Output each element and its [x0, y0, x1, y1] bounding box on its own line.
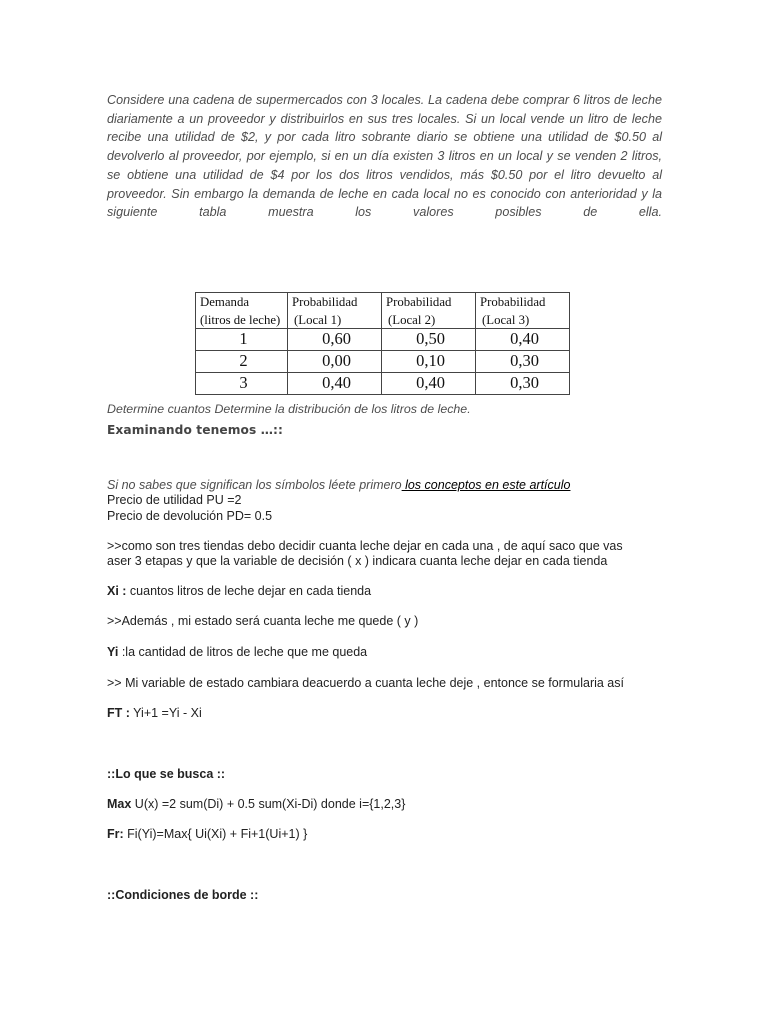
stages-line-1: >>como son tres tiendas debo decidir cuanta leche dejar en cada una , de aquí saco que vas — [107, 539, 623, 553]
concepts-note — [107, 478, 570, 493]
table-cell-local-3: 0,30 — [476, 351, 570, 373]
max-label: Max — [107, 797, 132, 811]
table-cell-demand: 2 — [196, 351, 288, 373]
header-local-1 — [288, 293, 382, 329]
recursive-function-line — [107, 827, 307, 842]
stages-line-2: aser 3 etapas y que la variable de decisión ( x ) indicara cuanta leche dejar en cada tienda — [107, 554, 608, 568]
table-cell-local-2: 0,40 — [382, 373, 476, 395]
xi-label: Xi : — [107, 584, 127, 598]
table-row — [196, 329, 570, 351]
header-local-1-line1: Probabilidad — [292, 295, 358, 309]
state-change-line: >> Mi variable de estado cambiara deacuerdo a cuanta leche deje , entonce se formularia así — [107, 676, 624, 690]
problem-statement: Considere una cadena de supermercados con 3 locales. La cadena debe comprar 6 litros de leche diariamente a un proveedor y distribuirlos en sus tres locales. Si un local vende un litro de leche recibe una utilidad de $2, y por cada litro sobrante diario se obtiene una utilidad de $0.50 al devolverlo al proveedor, por ejemplo, si en un día existen 3 litros en un local y se venden 2 litros, se obtiene una utilidad de $4 por los dos litros vendidos, más $0.50 por el litro devuelto al proveedor. Sin embargo la demanda de leche en cada local no es conocido con anterioridad y la siguiente tabla muestra los valores posibles de ella. — [107, 93, 662, 220]
header-local-3 — [476, 293, 570, 329]
table-cell-local-2: 0,50 — [382, 329, 476, 351]
demand-probability-table — [195, 292, 570, 395]
xi-text: cuantos litros de leche dejar en cada tienda — [126, 584, 372, 598]
table-cell-local-1: 0,40 — [288, 373, 382, 395]
ft-text: Yi+1 =Yi - Xi — [129, 706, 202, 720]
max-text: U(x) =2 sum(Di) + 0.5 sum(Xi-Di) donde i={1,2,3} — [131, 797, 406, 811]
header-local-3-line2: (Local 3) — [482, 313, 530, 327]
header-demand — [196, 293, 288, 329]
header-local-1-line2: (Local 1) — [294, 313, 342, 327]
table-cell-demand: 1 — [196, 329, 288, 351]
header-local-3-line1: Probabilidad — [480, 295, 546, 309]
fr-label: Fr: — [107, 827, 124, 841]
header-local-2-line2: (Local 2) — [388, 313, 436, 327]
header-demand-line1: Demanda — [200, 295, 250, 309]
border-conditions-heading: ::Condiciones de borde :: — [107, 888, 259, 902]
table-cell-local-1: 0,00 — [288, 351, 382, 373]
ft-label: FT : — [107, 706, 130, 720]
transition-function-line — [107, 706, 202, 721]
utility-price-line: Precio de utilidad PU =2 — [107, 493, 242, 507]
fr-text: Fi(Yi)=Max{ Ui(Xi) + Fi+1(Ui+1) } — [123, 827, 308, 841]
header-local-2 — [382, 293, 476, 329]
table-cell-local-3: 0,40 — [476, 329, 570, 351]
demand-probability-table-wrapper — [195, 292, 570, 395]
state-variable-line — [107, 645, 367, 660]
table-cell-local-1: 0,60 — [288, 329, 382, 351]
decision-variable-line — [107, 584, 371, 599]
table-cell-local-3: 0,30 — [476, 373, 570, 395]
concepts-article-link[interactable]: los conceptos en este artículo — [401, 478, 571, 492]
examining-heading: Examinando tenemos …:: — [107, 423, 283, 437]
table-header-row — [196, 293, 570, 329]
header-demand-line2: (litros de leche) — [200, 313, 281, 327]
state-intro-line: >>Además , mi estado será cuanta leche me quede ( y ) — [107, 614, 419, 628]
header-local-2-line1: Probabilidad — [386, 295, 452, 309]
yi-text: :la cantidad de litros de leche que me queda — [118, 645, 368, 659]
return-price-line: Precio de devolución PD= 0.5 — [107, 509, 273, 523]
table-cell-local-2: 0,10 — [382, 351, 476, 373]
yi-label: Yi — [107, 645, 119, 659]
table-caption: Determine cuantos Determine la distribución de los litros de leche. — [107, 402, 471, 416]
table-row — [196, 351, 570, 373]
objective-line — [107, 797, 405, 812]
concepts-note-text: Si no sabes que significan los símbolos léete primero — [107, 478, 402, 492]
goal-heading: ::Lo que se busca :: — [107, 767, 226, 781]
table-row — [196, 373, 570, 395]
table-cell-demand: 3 — [196, 373, 288, 395]
